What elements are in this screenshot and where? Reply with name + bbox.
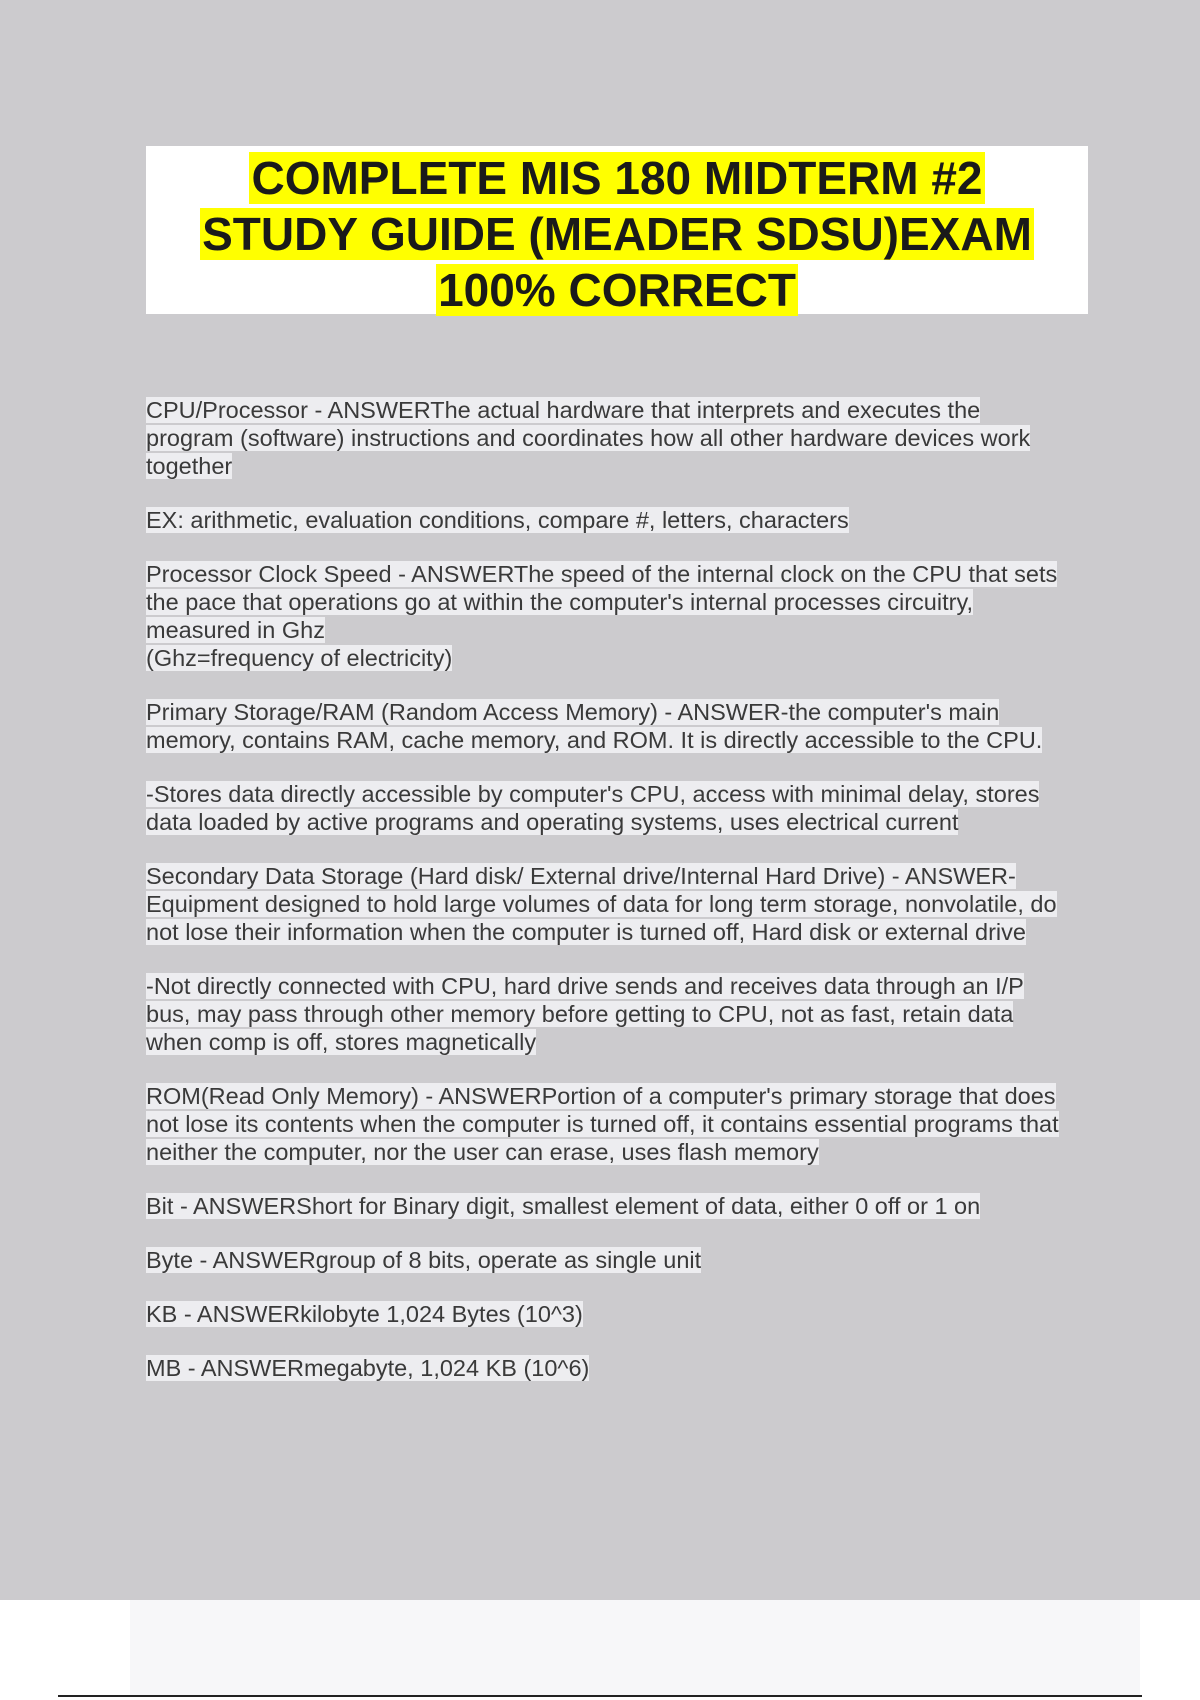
- entry-text: ROM(Read Only Memory) - ANSWERPortion of a computer's primary storage that does: [146, 1083, 1056, 1109]
- title-line-2: [146, 206, 1088, 262]
- entry-text: CPU/Processor - ANSWERThe actual hardware that interprets and executes the: [146, 397, 981, 423]
- entry-text: Processor Clock Speed - ANSWERThe speed of the internal clock on the CPU that sets: [146, 561, 1058, 587]
- entry-line: [146, 616, 1096, 644]
- entry-line: [146, 726, 1096, 754]
- study-entry: [146, 780, 1096, 836]
- entry-text: Bit - ANSWERShort for Binary digit, smallest element of data, either 0 off or 1 on: [146, 1193, 981, 1219]
- study-entries: [146, 396, 1096, 1408]
- entry-text: -Not directly connected with CPU, hard drive sends and receives data through an I/P: [146, 973, 1024, 999]
- entry-line: [146, 560, 1096, 588]
- entry-text: Secondary Data Storage (Hard disk/ External drive/Internal Hard Drive) - ANSWER-: [146, 863, 1016, 889]
- entry-line: [146, 452, 1096, 480]
- entry-line: [146, 1246, 1096, 1274]
- footer-strip: [130, 1600, 1140, 1695]
- entry-line: [146, 1354, 1096, 1382]
- study-entry: [146, 1300, 1096, 1328]
- entry-line: [146, 1138, 1096, 1166]
- entry-text: -Stores data directly accessible by computer's CPU, access with minimal delay, stores: [146, 781, 1040, 807]
- title-text: COMPLETE MIS 180 MIDTERM #2: [251, 152, 983, 204]
- entry-text: not lose its contents when the computer is turned off, it contains essential programs that: [146, 1111, 1059, 1137]
- study-entry: [146, 862, 1096, 946]
- entry-line: [146, 1082, 1096, 1110]
- entry-text: program (software) instructions and coordinates how all other hardware devices work: [146, 425, 1031, 451]
- entry-line: [146, 1300, 1096, 1328]
- study-entry: [146, 1354, 1096, 1382]
- title-line-3: [146, 262, 1088, 318]
- entry-line: [146, 424, 1096, 452]
- entry-text: neither the computer, nor the user can erase, uses flash memory: [146, 1139, 819, 1165]
- entry-line: [146, 808, 1096, 836]
- study-entry: [146, 1246, 1096, 1274]
- entry-text: MB - ANSWERmegabyte, 1,024 KB (10^6): [146, 1355, 590, 1381]
- entry-line: [146, 588, 1096, 616]
- entry-text: memory, contains RAM, cache memory, and ROM. It is directly accessible to the CPU.: [146, 727, 1043, 753]
- entry-text: not lose their information when the computer is turned off, Hard disk or external drive: [146, 919, 1026, 945]
- entry-text: bus, may pass through other memory before getting to CPU, not as fast, retain data: [146, 1001, 1014, 1027]
- study-entry: [146, 1082, 1096, 1166]
- study-entry: [146, 698, 1096, 754]
- entry-text: data loaded by active programs and operating systems, uses electrical current: [146, 809, 959, 835]
- entry-text: Byte - ANSWERgroup of 8 bits, operate as single unit: [146, 1247, 702, 1273]
- entry-line: [146, 780, 1096, 808]
- study-entry: [146, 972, 1096, 1056]
- entry-text: Primary Storage/RAM (Random Access Memory) - ANSWER-the computer's main: [146, 699, 1000, 725]
- entry-text: KB - ANSWERkilobyte 1,024 Bytes (10^3): [146, 1301, 583, 1327]
- study-entry: [146, 560, 1096, 672]
- title-box: [146, 146, 1088, 314]
- entry-line: [146, 1192, 1096, 1220]
- footer-rule: [58, 1695, 1142, 1697]
- entry-line: [146, 1000, 1096, 1028]
- entry-text: the pace that operations go at within the computer's internal processes circuitry,: [146, 589, 973, 615]
- entry-text: Equipment designed to hold large volumes of data for long term storage, nonvolatile, do: [146, 891, 1057, 917]
- entry-line: [146, 918, 1096, 946]
- study-entry: [146, 1192, 1096, 1220]
- entry-text: EX: arithmetic, evaluation conditions, compare #, letters, characters: [146, 507, 849, 533]
- entry-line: [146, 644, 1096, 672]
- entry-text: when comp is off, stores magnetically: [146, 1029, 537, 1055]
- entry-line: [146, 972, 1096, 1000]
- entry-line: [146, 1028, 1096, 1056]
- entry-line: [146, 890, 1096, 918]
- entry-line: [146, 396, 1096, 424]
- entry-line: [146, 698, 1096, 726]
- entry-text: measured in Ghz: [146, 617, 325, 643]
- entry-text: (Ghz=frequency of electricity): [146, 645, 453, 671]
- entry-line: [146, 862, 1096, 890]
- study-entry: [146, 396, 1096, 480]
- study-entry: [146, 506, 1096, 534]
- entry-line: [146, 1110, 1096, 1138]
- title-text: 100% CORRECT: [438, 264, 796, 316]
- title-text: STUDY GUIDE (MEADER SDSU)EXAM: [202, 208, 1032, 260]
- entry-text: together: [146, 453, 233, 479]
- title-line-1: [146, 150, 1088, 206]
- entry-line: [146, 506, 1096, 534]
